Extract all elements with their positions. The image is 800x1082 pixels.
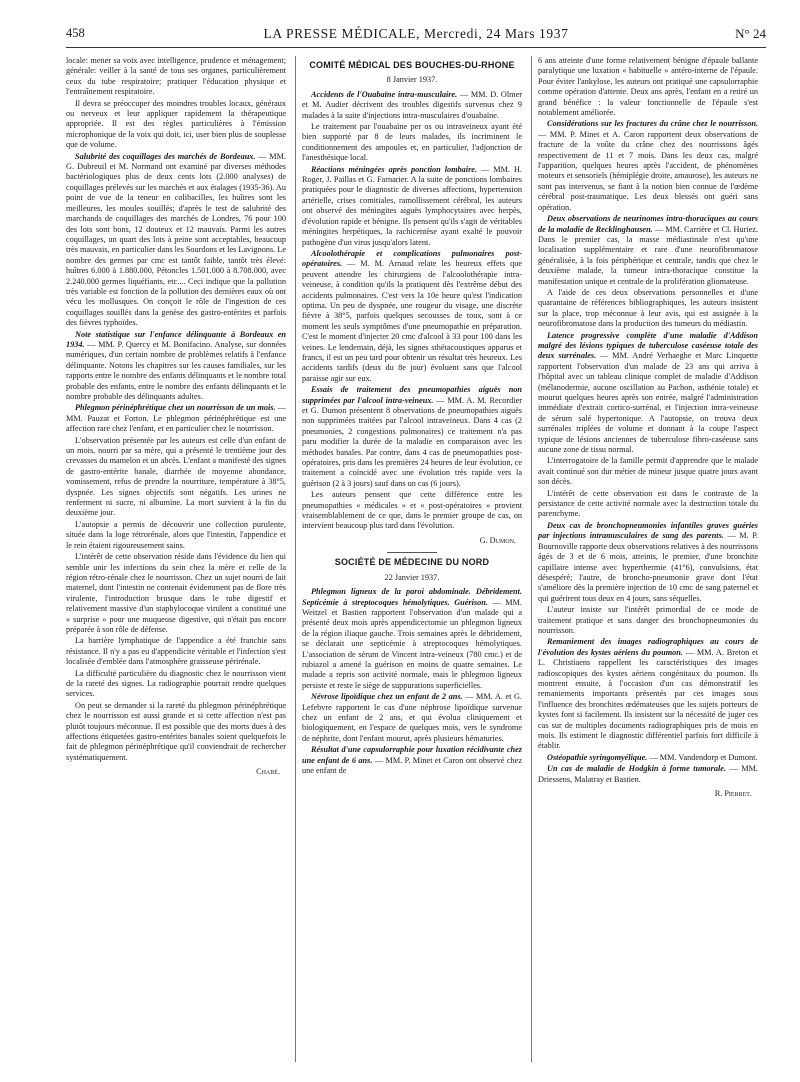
paragraph: L'autopsie a permis de découvrir une collection purulente, située dans la loge rétrorénale, alors que l'intestin, l'appendice et le rein étaient rigoureusement sains. <box>66 519 286 550</box>
article-body: — MM. Pauzat et Forton. Le phlegmon périnéphrétique est une affection rare chez l'enfant, et en particulier chez le nourrisson. <box>66 403 286 434</box>
article-body: — M. M. Arnaud relate les heureux effets que peuvent attendre les chirurgiens de l'alcoolothérapie intra-veineuse, à condition qu'ils la pratiquent dès l'extrême début des accidents pulmonaires. C'est vers la 10e heure qu'est l'indication optima. Un peu de dyspnée, une rougeur du visage, une discrète fièvre à 38°5, parfois quelques secousses de toux, sont à ce moment les seuls symptômes d'une pneumopathie en préparation. C'est le moment d'injecter 20 cmc d'alcool à 33 pour 100 dans les veines. Le lendemain, déjà, les signes sthétacoustiques apparus et francs, il est un peu tard pour obtenir un résultat très heureux. Les accidents tardifs (deux du 8e jour) évoluent sans que l'alcool paraisse agir sur eux. <box>302 259 522 383</box>
paragraph: La difficulté particulière du diagnostic chez le nourrisson vient de la rareté des signes. La radiographie pourrait rendre quelques services. <box>66 668 286 699</box>
article-title: Considérations sur les fractures du crâne chez le nourrisson. <box>547 119 758 129</box>
section-title: SOCIÉTÉ DE MÉDECINE DU NORD <box>334 557 490 568</box>
column-divider <box>295 56 296 1062</box>
article <box>538 119 758 213</box>
section-date: 8 Janvier 1937. <box>386 75 438 85</box>
column-2 <box>302 56 522 1066</box>
article <box>66 403 286 434</box>
article <box>302 90 522 121</box>
paragraph: A l'aide de ces deux observations personnelles et d'une quarantaine de références bibliographiques, les auteurs insistent sur la place, trop méconnue à leur avis, qui est assignée à la neurofibromatose dans la production des tumeurs du médiastin. <box>538 287 758 329</box>
article-title: Salubrité des coquillages des marchés de Bordeaux. <box>75 151 256 161</box>
article-title: Un cas de maladie de Hodgkin à forme tumorale. <box>547 764 727 774</box>
article-title: Deux observations de neurinomes intra-thoraciques au cours de la maladie de Recklinghausen. <box>538 214 758 234</box>
article-body: — MM. P. Minet et A. Caron rapportent deux observations de fracture de la voûte du crâne chez des nourrissons âgés respectivement de 11 et 7 mois. Dans les deux cas, malgré l'apparition, quelques heures après l'accident, de phénomènes moteurs et sensoriels (hémiplégie droite, amaurose), les auteurs ne sont pas intervenus, se fiant à la notion bien connue de l'œdème cérébral post-traumatique. Les deux blessés ont guéri sans opération. <box>538 129 758 212</box>
journal-title: LA PRESSE MÉDICALE, Mercredi, 24 Mars 1937 <box>263 26 569 41</box>
article-title: Essais de traitement des pneumopathies aiguës non supprimées par l'alcool intra-veineux. <box>302 385 522 405</box>
article-body: — MM. A. Breton et L. Christiaens rappellent les caractéristiques des images radioscopiques des kystes aériens congénitaux du poumon. Ils montrent ensuite, à l'occasion d'un cas démonstratif les remaniements importants présentés par ces images sous l'influence des bronchites œdémateuses que les sujets porteurs de kystes font si facilement. Ils insistent sur la nécessité de juger ces cas sur de multiples documents radiographiques pris de mois en mois. Ils estiment le diagnostic différentiel parfois fort difficile à établir. <box>538 647 758 751</box>
signature: Chabé. <box>256 767 280 777</box>
signature: R. Pierret. <box>714 789 752 799</box>
paragraph: Le traitement par l'ouabaïne per os ou intraveineux ayant été bien supporté par 8 de leurs malades, ils incriminent le conditionnement des ampoules et, en particulier, l'adjonction de l'anesthésique local. <box>302 122 522 163</box>
article-body: — MM. P. Minet et Caron ont observé chez une enfant de <box>302 755 522 775</box>
paragraph: L'auteur insiste sur l'intérêt primordial de ce mode de traitement pratique et sans danger des bronchopneumonies du nourrisson. <box>538 605 758 635</box>
article-title: Phlegmon ligneux de la paroi abdominale. Débridement. Septicémie à streptocoques hémolytiques. Guérison. <box>302 587 522 607</box>
paragraph: L'intérêt de cette observation réside dans l'évidence du lien qui semble unir les infections du sein chez la mère et celle de la région rétro-rénale chez le nourrisson. Chez un sujet nourri de lait maternel, dont l'intestin ne contenait évidemment pas de flore très virulente, l'introduction brusque dans le tube digestif et relativement massive d'un staphylocoque virulent a constitué une « surprise » pour une muqueuse digestive, qui n'était pas encore préparée à son rôle de défense. <box>66 552 286 634</box>
column-divider <box>531 56 532 1062</box>
paragraph: 6 ans atteinte d'une forme relativement bénigne d'épaule ballante paralytique une luxation « habituelle » antéro-interne de l'épaule. Pour éviter l'ankylose, les auteurs ont pratiqué une capsulorraphie comme opération d'attente. Deux ans après, l'enfant en a retiré un grand bénéfice : la valeur fonctionnelle de l'épaule s'est notablement améliorée. <box>538 56 758 118</box>
article-body: — MM. A. M. Recordier et G. Dumon présentent 8 observations de pneumopathies aiguës non supprimées traitées par l'alcool intraveineux. Dans 4 cas (2 pneumonies, 2 congestions pulmonaires) ce traitement n'a pas paru modifier la durée de la maladie en comparaison avec les méthodes banales. Par contre, dans 4 cas de pneumopathies post-opératoires, pris dans les premières 24 heures de leur évolution, ce traitement a coïncidé avec une évolution très rapide vers la guérison (2 à 3 jours) sauf dans un cas (6 jours). <box>302 395 522 488</box>
article <box>538 764 758 785</box>
article-body: — MM. H. Roger, J. Paillas et G. Farnarier. A la suite de ponctions lombaires pratiquées pour le diagnostic de diverses affections, hypertension artérielle, crises comitiales, ramollissement cérébral, les auteurs ont observé des méningites aiguës lymphocytaires avec herpès, d'évolution rapide et bénigne. Ils pensent qu'ils s'agit de véritables méningites herpétiques, la rachicentèse ayant exalté le pouvoir pathogène d'un virus jusqu'alors latent. <box>302 164 522 247</box>
article-body: — MM. Carrière et Cl. Huriez. Dans le premier cas, la masse médiastinale n'est qu'une localisation supplémentaire et rare d'une neurofibromatose généralisée, à la fois périphérique et centrale, tandis que chez le deuxième malade, la tumeur intra-thoracique constitue la manifestation unique et centrale de la prolifération gliomateuse. <box>538 224 758 286</box>
article-body: — M. P. Bournoville rapporte deux observations relatives à des nourrissons âgés de 3 et de 6 mois, atteints, le premier, d'une bronchite capillaire intense avec hyperthermie (41°6), convulsions, état désespéré; l'autre, de broncho-pneumonie grave dont l'état s'améliore dès la première injection de 10 cmc de sang paternel et qui guérirent tous deux en 4 jours, sans séquelles. <box>538 531 758 603</box>
article-title: Note statistique sur l'enfance délinquante à Bordeaux en 1934. <box>66 329 286 349</box>
article-body: — MM. A. et G. Lefebvre rapportent le cas d'une néphrose lipoïdique survenue chez un enfant de 2 ans, et qui évolua cliniquement et biologiquement, en l'espace de quelques mois, vers le syndrome de néphrite, dont l'enfant mourut, après plusieurs hématuries. <box>302 692 522 743</box>
article <box>302 587 522 691</box>
section-date: 22 Janvier 1937. <box>384 572 440 582</box>
article <box>538 753 758 763</box>
article <box>302 249 522 384</box>
paragraph: La barrière lymphatique de l'appendice a été franchie sans résistance. Il n'y a pas eu d'appendicite véritable et l'infection s'est localisée d'emblée dans l'atmosphère graisseuse périrénale. <box>66 636 286 667</box>
article <box>302 745 522 776</box>
article-title: Accidents de l'Ouabaïne intra-musculaire. <box>311 89 458 99</box>
article-title: Névrose lipoïdique chez un enfant de 2 ans. <box>311 692 463 702</box>
article-body: — MM. André Verhaeghe et Marc Linquette rapportent l'observation d'un malade de 23 ans qui arriva à l'hôpital avec un tableau clinique complet de maladie d'Addison (mélanodermie, aucune oscillation au Pachon, asthénie totale) et mourut quelques heures après son entrée, malgré l'administration immédiate d'extrait cortico-surrénal, et l'injection intra-veineuse de sérum salé hypertonique. A l'autopsie, on trouva deux surrénales triplées de volume et donnant à la coupe l'aspect typique de lésions anciennes de tuberculose fibro-caséeuse sans aucune zone de tissu normal. <box>538 351 758 455</box>
article-title: Deux cas de bronchopneumonies infantiles graves guéries par injections intramusculaires de sang des parents. <box>538 520 758 541</box>
section-separator <box>387 552 437 553</box>
article <box>302 165 522 248</box>
column-1 <box>66 56 286 1066</box>
article-title: Remaniement des images radiographiques au cours de l'évolution des kystes aériens du poumon. <box>538 637 758 657</box>
article <box>66 152 286 329</box>
article-body: — MM. D. Olmer et M. Audier décrivent des troubles digestifs survenus chez 9 malades à la suite d'injections intra-musculaires d'ouabaïne. <box>302 89 522 120</box>
article-title: Latence progressive complète d'une maladie d'Addison malgré des lésions typiques de tuberculose caséeuse totale des deux surrénales. <box>538 330 758 361</box>
paragraph: locale: mener sa voix avec intelligence, prudence et ménagement; générale: veiller à la santé de tous ses organes, particulièrement ceux du tube respiratoire; pratiquer l'éducation physique et l'entraînement respiratoire. <box>66 56 286 97</box>
paragraph: L'observation présentée par les auteurs est celle d'un enfant de un mois, nourri par sa mère, qui a présenté le trentième jour des crevasses du mamelon et un abcès. L'enfant a manifesté des signes de gastro-entérite banale, diarrhée de moyenne abondance, vomissement, refus de prendre la nourriture, température à 38°5, dyspnée. Les signes objectifs sont négatifs. Les urines ne renferment ni sucre, ni albumine. La mort survient à la fin du deuxième jour. <box>66 435 286 518</box>
article-body: — MM. Vandendorp et Dumont. <box>647 752 758 762</box>
header-rule <box>66 47 766 48</box>
article <box>302 385 522 489</box>
article <box>538 331 758 456</box>
paragraph: L'interrogatoire de la famille permit d'apprendre que le malade avait continué son dur métier de mineur jusque quatre jours avant son décès. <box>538 456 758 487</box>
article-title: Phlegmon périnéphrétique chez un nourrisson de un mois. <box>75 403 276 413</box>
page-header <box>66 26 766 48</box>
page-number: 458 <box>66 26 85 40</box>
article-title: Alcoolothérapie et complications pulmonaires post-opératoires. <box>302 248 522 269</box>
article-title: Réactions méningées après ponction lombaire. <box>311 164 478 174</box>
issue-number: N° 24 <box>735 26 766 41</box>
article-body: — MM. Driessens, Malatray et Bastien. <box>538 764 758 784</box>
article <box>538 521 758 604</box>
article-body: — MM. Weitzel et Bastien rapportent l'observation d'un malade qui a présenté deux mois après appendicectomie un phlegmon ligneux de la région iliaque gauche. Trois semaines après le débridement, se déclarait une septicémie à streptocoques hémolytiques. L'association de sérum de Vincent intra-veineux (780 cmc.) et de rubiazol a amené la guérison en moins de quatre semaines. Le malade a repris son activité normale, mais le phlegmon ligneux persiste et reste le siège de suppurations superficielles. <box>302 597 522 690</box>
article <box>538 214 758 287</box>
article <box>538 637 758 751</box>
article-title: Résultat d'une capsulorraphie pour luxation récidivante chez une enfant de 6 ans. <box>302 745 522 765</box>
paragraph: Les auteurs pensent que cette différence entre les pneumopathies « médicales » et « post-opératoires » provient vraisemblablement de ce que, dans le premier groupe de cas, on intervient beaucoup plus tard dans l'évolution. <box>302 490 522 531</box>
article-body: — MM. P. Quercy et M. Bonifacino. Analyse, sur données numériques, d'un certain nombre de problèmes relatifs à l'enfance délinquante. Notons les chapitres sur les causes familiales, sur les rapports entre le nombre des enfants délinquants et le nombre total probable des enfants, entre le nombre des enfants délinquants et le nombre probable des délinquants adultes. <box>66 339 286 401</box>
article-title: Ostéopathie syringomyélique. <box>547 752 648 762</box>
article-body: — MM. G. Dubreuil et M. Normand ont examiné par diverses méthodes bactériologiques plus de deux cents lots (2.000 analyses) de coquillages prélevés sur les marchés et aux étalages (1935-36). Au point de vue de la teneur en colibacilles, les huîtres sont les meilleures, les moules souillés; d'après le test de salubrité des marchands de coquillages des marchés de Londres, 76 pour 100 des lots sont bons, 12 douteux et 12 mauvais. Parmi les autres coquillages, un quart des lots à peine sont acceptables, beaucoup très mauvais, en particulier dans les Sourdons et les Lavignons. Le nombre des germes par cmc est tantôt faible, tantôt très élevé: huîtres 6.000 à 1.880.000, Pétoncles 1.501.000 à 8.708.000, avec 2.240.000 germes liquéfiants, etc.... Ceci indique que la pollution très variable est fonction de la pollution des dernières eaux où ont vécu les mollusques. On conçoit le rôle de l'ingestion de ces coquillages souillés dans la genèse des gastro-entérites et parfois des fièvres typhoïdes. <box>66 151 286 328</box>
section-title: COMITÉ MÉDICAL DES BOUCHES-DU-RHONE <box>309 60 515 70</box>
paragraph: L'intérêt de cette observation est dans le contraste de la persistance de cette activité normale avec la destruction totale du parenchyme. <box>538 488 758 519</box>
column-3 <box>538 56 758 1066</box>
paragraph: Il devra se préoccuper des moindres troubles locaux, généraux ou nerveux et leur appliquer rapidement la thérapeutique appropriée. Il est des règles particulières à l'émission microphonique de la voix qui doit, ici, user bien plus de souplesse que de volume. <box>66 98 286 150</box>
signature: G. Dumon. <box>479 535 516 545</box>
paragraph: On peut se demander si la rareté du phlegmon périnéphrétique chez le nourrisson est aussi grande et si cette affection n'est pas plutôt toujours méconnue. Il est possible que des morts dues à des affections étiquetées gastro-entérites banales soient quelquefois le fait de phlegmon périnéphrétique qu'il conviendrait de rechercher systématiquement. <box>66 700 286 762</box>
article <box>302 692 522 744</box>
article <box>66 330 286 403</box>
